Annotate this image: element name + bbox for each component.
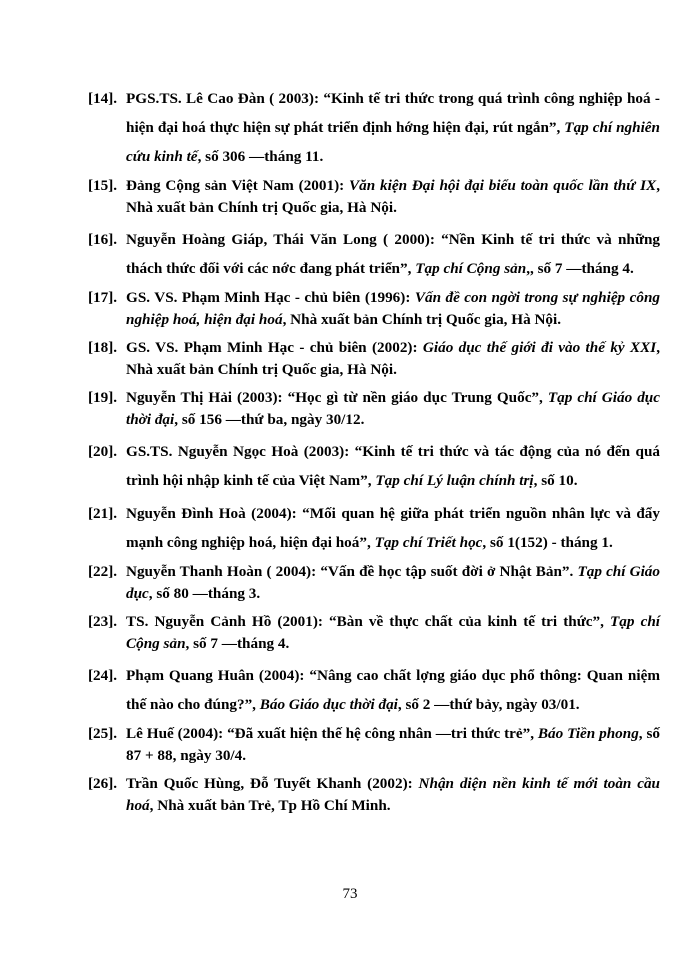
reference-list xyxy=(88,84,660,823)
page-number: 73 xyxy=(342,886,358,902)
reference-item: [21]. Nguyễn Đình Hoà (2004): “Mối quan hệ giữa phát triển nguồn nhân lực và đẩy mạnh công nghiệp hoá, hiện đại hoá”, Tạp chí Triết học, số 1(152) - tháng 1. xyxy=(88,499,660,557)
reference-number: [25]. xyxy=(88,725,118,742)
reference-item: [26]. Trần Quốc Hùng, Đỗ Tuyết Khanh (2002): Nhận diện nền kinh tế mới toàn cầu hoá, Nhà xuất bản Trẻ, Tp Hồ Chí Minh. xyxy=(88,775,660,814)
reference-item: [24]. Phạm Quang Huân (2004): “Nâng cao chất lợng giáo dục phổ thông: Quan niệm thế nào cho đúng?”, Báo Giáo dục thời đại, số 2 —thứ bảy, ngày 03/01. xyxy=(88,661,660,719)
reference-number: [26]. xyxy=(88,775,118,792)
reference-item: [14]. PGS.TS. Lê Cao Đàn ( 2003): “Kinh tế tri thức trong quá trình công nghiệp hoá - hiện đại hoá thực hiện sự phát triển định hớng hiện đại, rút ngắn”, Tạp chí nghiên cứu kinh tế, số 306 —tháng 11. xyxy=(88,84,660,171)
reference-number: [17]. xyxy=(88,289,118,306)
reference-number: [19]. xyxy=(88,389,118,406)
reference-number: [18]. xyxy=(88,339,118,356)
reference-number: [23]. xyxy=(88,613,118,630)
reference-item: [20]. GS.TS. Nguyễn Ngọc Hoà (2003): “Kinh tế tri thức và tác động của nó đến quá trình hội nhập kinh tế của Việt Nam”, Tạp chí Lý luận chính trị, số 10. xyxy=(88,437,660,495)
reference-item: [16]. Nguyễn Hoàng Giáp, Thái Văn Long ( 2000): “Nền Kinh tế tri thức và những thách thức đối với các nớc đang phát triển”, Tạp chí Cộng sản,, số 7 —tháng 4. xyxy=(88,225,660,283)
reference-number: [20]. xyxy=(88,443,118,460)
reference-item: [18]. GS. VS. Phạm Minh Hạc - chủ biên (2002): Giáo dục thế giới đi vào thế kỷ XXI, Nhà xuất bản Chính trị Quốc gia, Hà Nội. xyxy=(88,339,660,378)
reference-number: [24]. xyxy=(88,667,118,684)
reference-number: [16]. xyxy=(88,231,118,248)
reference-item: [25]. Lê Huế (2004): “Đã xuất hiện thế hệ công nhân —tri thức trẻ”, Báo Tiền phong, số 87 + 88, ngày 30/4. xyxy=(88,725,660,764)
reference-number: [15]. xyxy=(88,177,118,194)
reference-number: [21]. xyxy=(88,505,118,522)
reference-item: [23]. TS. Nguyễn Cảnh Hồ (2001): “Bàn về thực chất của kinh tế tri thức”, Tạp chí Cộng sản, số 7 —tháng 4. xyxy=(88,613,660,652)
reference-item: [19]. Nguyễn Thị Hải (2003): “Học gì từ nền giáo dục Trung Quốc”, Tạp chí Giáo dục thời đại, số 156 —thứ ba, ngày 30/12. xyxy=(88,389,660,428)
reference-item: [15]. Đảng Cộng sản Việt Nam (2001): Văn kiện Đại hội đại biểu toàn quốc lần thứ IX, Nhà xuất bản Chính trị Quốc gia, Hà Nội. xyxy=(88,177,660,216)
reference-item: [22]. Nguyễn Thanh Hoàn ( 2004): “Vấn đề học tập suốt đời ở Nhật Bản”. Tạp chí Giáo dục, số 80 —tháng 3. xyxy=(88,563,660,602)
reference-number: [14]. xyxy=(88,90,118,107)
reference-number: [22]. xyxy=(88,563,118,580)
reference-item: [17]. GS. VS. Phạm Minh Hạc - chủ biên (1996): Vấn đề con ngời trong sự nghiệp công nghiệp hoá, hiện đại hoá, Nhà xuất bản Chính trị Quốc gia, Hà Nội. xyxy=(88,289,660,328)
